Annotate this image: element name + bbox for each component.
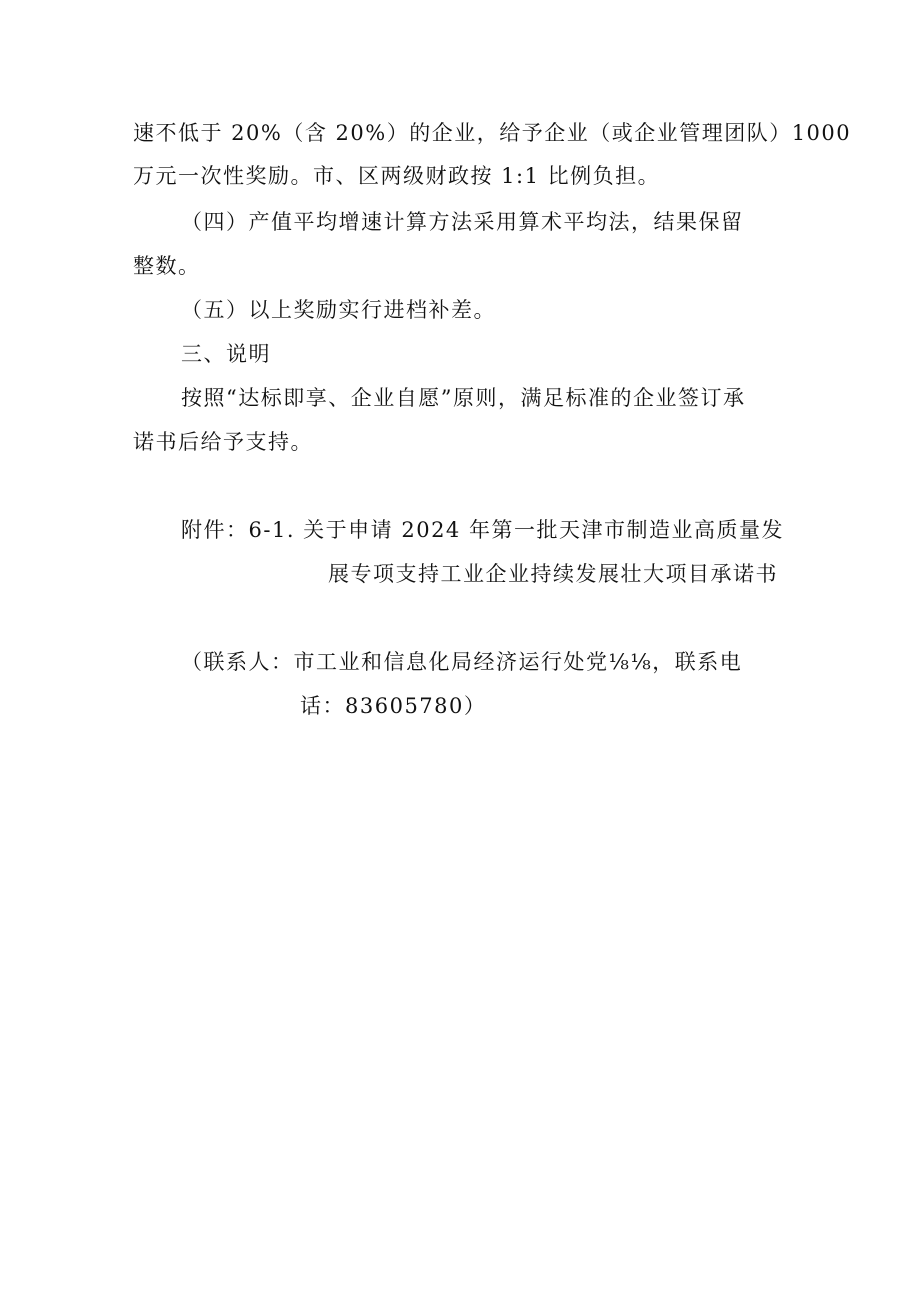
paragraph-line-4: 整数。 [133, 254, 201, 278]
paragraph-line-2: 万元一次性奖励。市、区两级财政按 1:1 比例负担。 [133, 164, 661, 188]
contact-line-2: 话：83605780） [300, 694, 487, 718]
contact-line-1: （联系人：市工业和信息化局经济运行处党⅛⅛，联系电 [181, 650, 743, 674]
attachment-line-2: 展专项支持工业企业持续发展壮大项目承诺书 [328, 562, 778, 586]
paragraph-line-5: （五）以上奖励实行进档补差。 [181, 298, 496, 322]
paragraph-line-3: （四）产值平均增速计算方法采用算术平均法，结果保留 [181, 210, 744, 234]
paragraph-line-1: 速不低于 20%（含 20%）的企业，给予企业（或企业管理团队）1000 [133, 121, 852, 145]
paragraph-line-8: 诺书后给予支持。 [133, 430, 313, 454]
section-heading: 三、说明 [181, 342, 271, 366]
attachment-line-1: 附件：6-1. 关于申请 2024 年第一批天津市制造业高质量发 [181, 518, 784, 542]
paragraph-line-7: 按照“达标即享、企业自愿”原则，满足标准的企业签订承 [181, 386, 746, 410]
